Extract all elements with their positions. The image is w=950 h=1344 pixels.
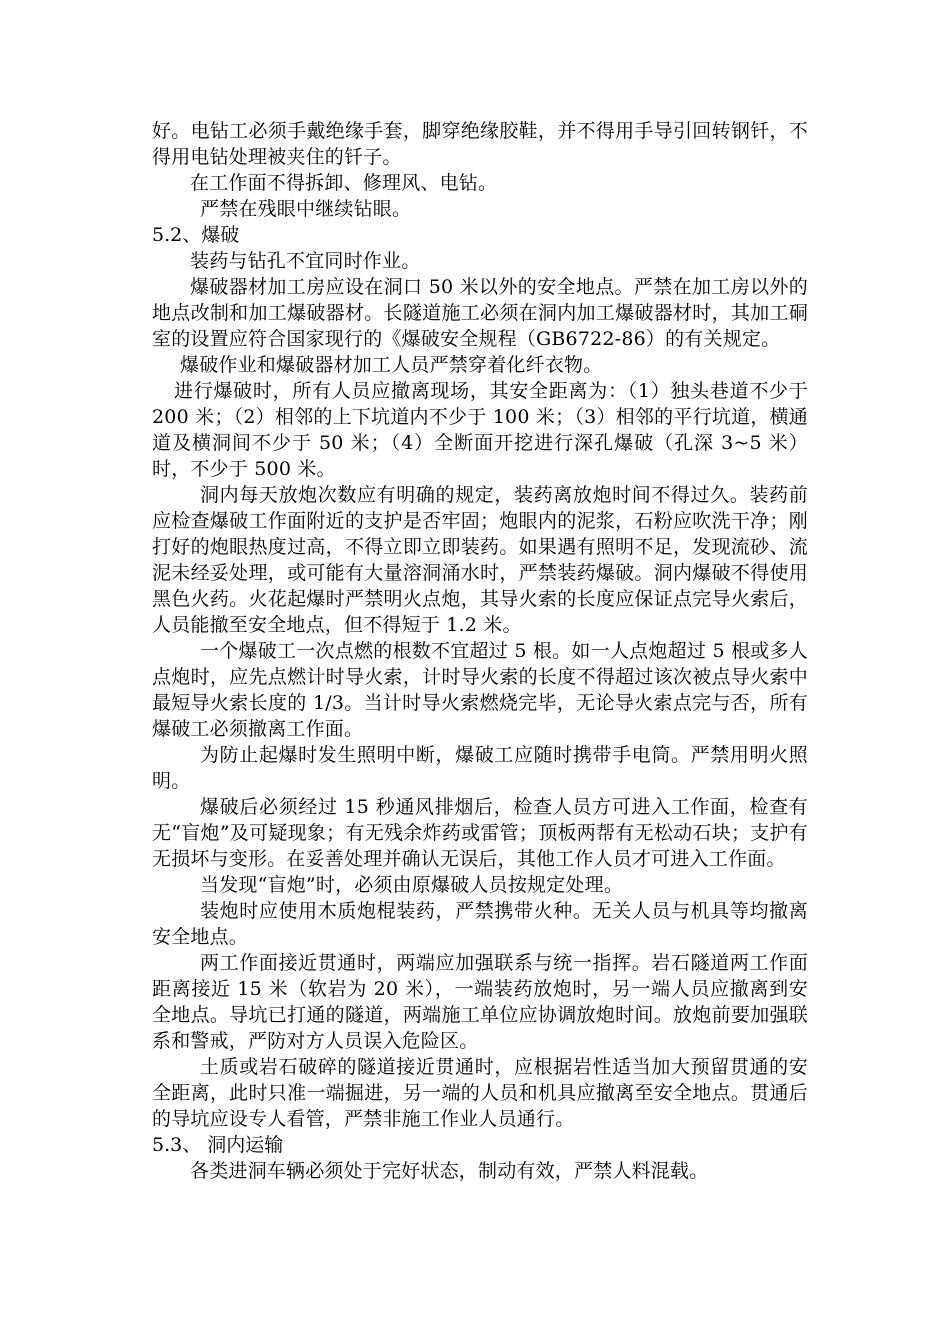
paragraph: 装药与钻孔不宜同时作业。	[190, 250, 421, 272]
paragraph: 爆破作业和爆破器材加工人员严禁穿着化纤衣物。	[180, 354, 603, 376]
section-heading-5-3: 5.3、 洞内运输	[152, 1134, 284, 1156]
paragraph: 在工作面不得拆卸、修理风、电钻。	[190, 172, 498, 194]
paragraph: 装炮时应使用木质炮棍装药，严禁携带火种。无关人员与机具等均撤离安全地点。	[152, 900, 808, 948]
paragraph: 一个爆破工一次点燃的根数不宜超过 5 根。如一人点炮超过 5 根或多人点炮时，应先点燃计时导火索，计时导火索的长度不得超过该次被点导火索中最短导火索长度的 1/3。当计时导火索燃烧完毕，无论导火索点完与否，所有爆破工必须撤离工作面。	[152, 640, 808, 740]
document-page	[152, 118, 808, 1184]
paragraph: 进行爆破时，所有人员应撤离现场，其安全距离为：（1）独头巷道不少于 200 米；（2）相邻的上下坑道内不少于 100 米；（3）相邻的平行坑道，横通道及横洞间不少于 50 米；（4）全断面开挖进行深孔爆破（孔深 3~5 米）时，不少于 500 米。	[152, 380, 808, 480]
paragraph: 洞内每天放炮次数应有明确的规定，装药离放炮时间不得过久。装药前应检查爆破工作面附近的支护是否牢固；炮眼内的泥浆，石粉应吹洗干净；刚打好的炮眼热度过高，不得立即立即装药。如果遇有照明不足，发现流砂、流泥未经妥处理，或可能有大量溶洞涌水时，严禁装药爆破。洞内爆破不得使用黑色火药。火花起爆时严禁明火点炮，其导火索的长度应保证点完导火索后，人员能撤至安全地点，但不得短于 1.2 米。	[152, 484, 808, 636]
section-heading-5-2: 5.2、爆破	[152, 224, 240, 246]
paragraph: 严禁在残眼中继续钻眼。	[200, 198, 412, 220]
paragraph: 为防止起爆时发生照明中断，爆破工应随时携带手电筒。严禁用明火照明。	[152, 744, 808, 792]
paragraph: 当发现“盲炮”时，必须由原爆破人员按规定处理。	[200, 874, 624, 896]
paragraph: 两工作面接近贯通时，两端应加强联系与统一指挥。岩石隧道两工作面距离接近 15 米（软岩为 20 米），一端装药放炮时，另一端人员应撤离到安全地点。导坑已打通的隧道，两端施工单位应协调放炮时间。放炮前要加强联系和警戒，严防对方人员误入危险区。	[152, 952, 808, 1052]
paragraph: 爆破器材加工房应设在洞口 50 米以外的安全地点。严禁在加工房以外的地点改制和加工爆破器材。长隧道施工必须在洞内加工爆破器材时，其加工硐室的设置应符合国家现行的《爆破安全规程（GB6722-86）的有关规定。	[152, 276, 808, 350]
paragraph: 好。电钻工必须手戴绝缘手套，脚穿绝缘胶鞋，并不得用手导引回转钢钎，不得用电钻处理被夹住的钎子。	[152, 120, 808, 168]
paragraph: 土质或岩石破碎的隧道接近贯通时，应根据岩性适当加大预留贯通的安全距离，此时只准一端掘进，另一端的人员和机具应撤离至安全地点。贯通后的导坑应设专人看管，严禁非施工作业人员通行。	[152, 1056, 808, 1130]
paragraph: 各类进洞车辆必须处于完好状态，制动有效，严禁人料混载。	[190, 1160, 709, 1182]
paragraph: 爆破后必须经过 15 秒通风排烟后，检查人员方可进入工作面，检查有无“盲炮”及可疑现象；有无残余炸药或雷管；顶板两帮有无松动石块；支护有无损坏与变形。在妥善处理并确认无误后，其他工作人员才可进入工作面。	[152, 796, 808, 870]
